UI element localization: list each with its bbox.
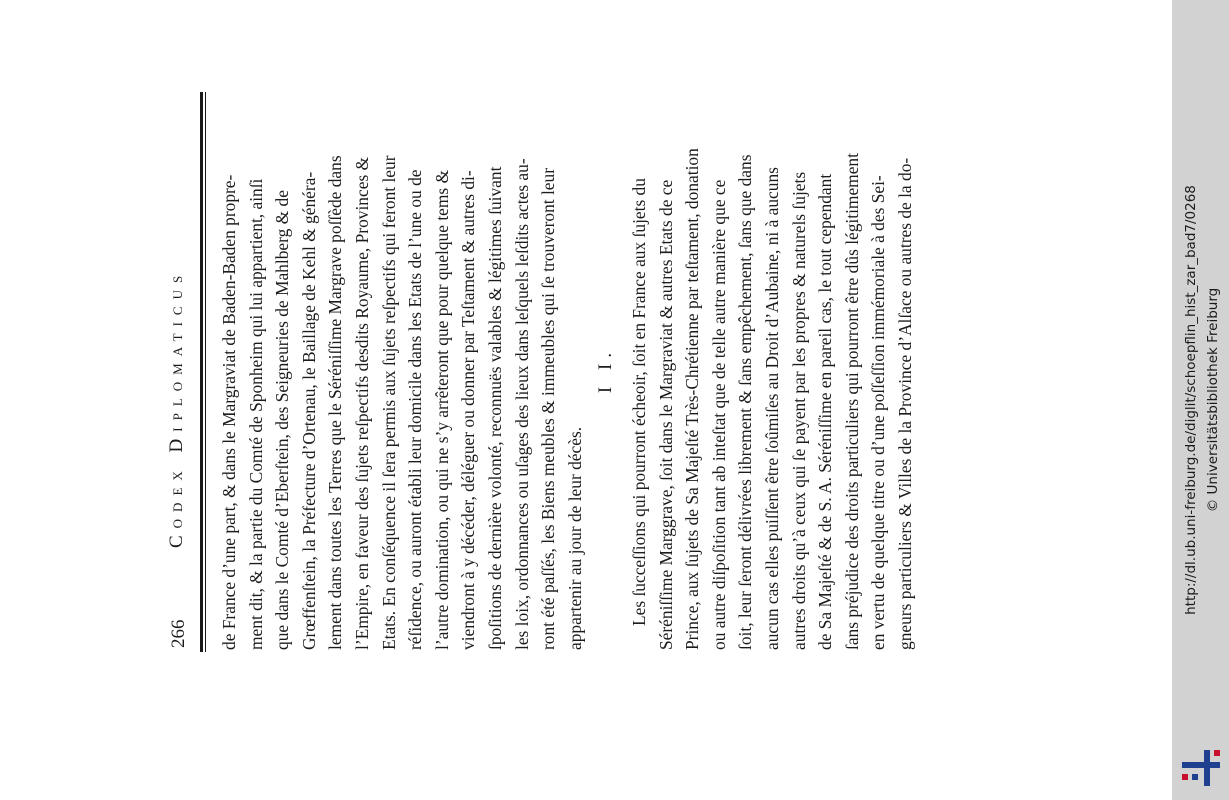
section-heading: I I. xyxy=(595,346,616,394)
text-line: ront été paſſés, les Biens meubles & immeubles qui ſe trouveront leur xyxy=(538,168,559,650)
text-line: l’autre domination, ou qui ne s’y arrêteront que pour quelque tems & xyxy=(431,169,452,650)
university-library-logo-icon xyxy=(1178,748,1224,788)
header-rule-thick xyxy=(200,92,203,652)
text-line: appartenir au jour de leur décès. xyxy=(564,426,585,650)
text-line: ment dit, & la partie du Comté de Sponheim qui lui appartient, ainſi xyxy=(245,178,266,650)
page-header xyxy=(160,0,194,800)
text-line: viendront à y décéder, déléguer ou donner par Teſtament & autres di- xyxy=(458,170,479,650)
text-line: les loix, ordonnances ou uſages des lieux dans leſquels leſdits actes au- xyxy=(511,158,532,650)
text-line: lement dans toutes les Terres que le Séréniſſime Margrave poſſède dans xyxy=(325,155,346,650)
running-title: Codex Diplomaticus xyxy=(166,268,187,548)
copyright-text: © Universitätsbibliothek Freiburg xyxy=(1205,287,1221,513)
text-line: en vertu de quelque titre ou d’une poſſeſſion immémoriale à des Sei- xyxy=(868,175,889,650)
text-line: de Sa Majeſté & de S. A. Séréniſſime en pareil cas, le tout cependant xyxy=(815,173,836,650)
text-line: ſoit, leur ſeront délivrées librement & ſans empêchement, ſans que dans xyxy=(735,154,756,650)
text-line: ou autre diſpoſition tant ab inteſtat que de telle autre manière que ce xyxy=(708,179,729,650)
text-line: Prince, aux ſujets de Sa Majeſté Très-Chrétienne par teſtament, donation xyxy=(682,148,703,650)
text-line: Séréniſſime Marggrave, ſoit dans le Margraviat & autres Etats de ce xyxy=(655,179,676,650)
text-line: ſpoſitions de dernière volonté, reconnuës valables & légitimes ſuivant xyxy=(484,166,505,650)
paragraph-article-2 xyxy=(626,90,919,650)
source-url-text[interactable]: http://dl.ub.uni-freiburg.de/diglit/schoepflin_hist_zar_bad7/0268 xyxy=(1183,185,1199,615)
text-line: autres droits qu’à ceux qui ſe payent par les propres & naturels ſujets xyxy=(788,171,809,650)
text-line: que dans le Comté d’Eberſtein, des Seigneuries de Mahlberg & de xyxy=(272,190,293,650)
paragraph-article-1 xyxy=(216,90,588,650)
text-line: réſidence, ou auront établi leur domicile dans les Etats de l’une ou de xyxy=(405,169,426,650)
text-line: Grœffenſtein, la Préfecture d’Ortenau, le Baillage de Kehl & généra- xyxy=(298,171,319,650)
text-line: Les ſucceſſions qui pourront écheoir, ſoit en France aux ſujets du xyxy=(629,178,649,626)
text-line: de France d’une part, & dans le Margraviat de Baden-Baden propre- xyxy=(219,174,239,650)
text-line: Etats. En conſéquence il ſera permis aux ſujets reſpectifs qui feront leur xyxy=(378,155,399,650)
text-line: ſans préjudice des droits particuliers qui pourront être dûs légitimement xyxy=(841,153,862,650)
text-line: l’Empire, en faveur des ſujets reſpectifs desdits Royaume, Provinces & xyxy=(351,156,372,650)
text-line: gneurs particuliers & Villes de la Province d’Alſace ou autres de la do- xyxy=(894,157,915,650)
header-rule-thin xyxy=(205,92,206,652)
page-number: 266 xyxy=(168,619,189,648)
text-line: aucun cas elles puiſſent être ſoûmiſes au Droit d’Aubaine, ni à aucuns xyxy=(761,167,782,650)
